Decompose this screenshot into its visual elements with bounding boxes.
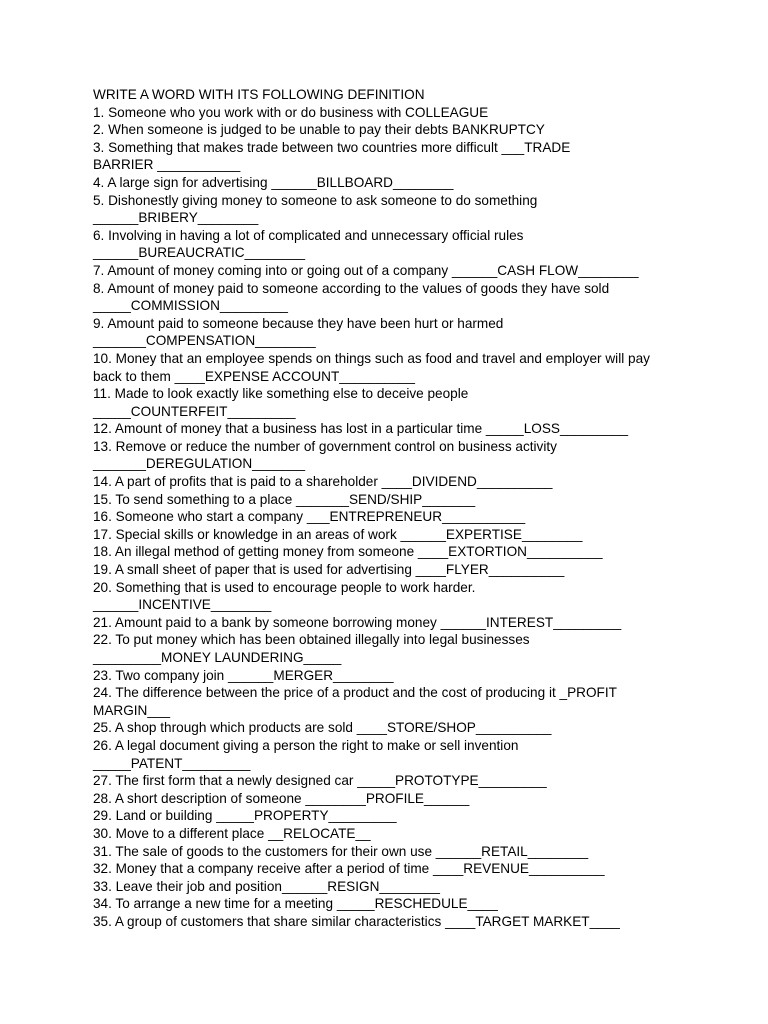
worksheet-line: 14. A part of profits that is paid to a shareholder ____DIVIDEND__________: [93, 474, 553, 490]
worksheet-line: 31. The sale of goods to the customers for their own use ______RETAIL________: [93, 843, 589, 859]
worksheet-heading: WRITE A WORD WITH ITS FOLLOWING DEFINITION: [93, 87, 425, 102]
worksheet-line: _____COUNTERFEIT_________: [93, 403, 296, 419]
worksheet-line: 4. A large sign for advertising ______BILLBOARD________: [93, 174, 454, 190]
worksheet-line: 1. Someone who you work with or do business with COLLEAGUE: [93, 104, 489, 120]
worksheet-line: 22. To put money which has been obtained illegally into legal businesses: [93, 632, 530, 648]
worksheet-line: BARRIER ___________: [93, 157, 241, 173]
worksheet-line: 26. A legal document giving a person the right to make or sell invention: [93, 737, 519, 753]
worksheet-line: _____PATENT_________: [93, 755, 251, 771]
worksheet-line: ______BUREAUCRATIC________: [93, 245, 306, 261]
worksheet-line: 12. Amount of money that a business has lost in a particular time _____LOSS_________: [93, 421, 629, 437]
worksheet-line: 27. The first form that a newly designed car _____PROTOTYPE_________: [93, 773, 547, 789]
worksheet-line: 2. When someone is judged to be unable to pay their debts BANKRUPTCY: [93, 122, 545, 138]
worksheet-line: 32. Money that a company receive after a period of time ____REVENUE__________: [93, 861, 605, 877]
worksheet-line: 35. A group of customers that share similar characteristics ____TARGET MARKET____: [93, 913, 620, 929]
worksheet-line: 30. Move to a different place __RELOCATE__: [93, 825, 371, 841]
worksheet-line: 9. Amount paid to someone because they have been hurt or harmed: [93, 315, 504, 331]
worksheet-line: 23. Two company join ______MERGER________: [93, 667, 394, 683]
worksheet-line: 5. Dishonestly giving money to someone to ask someone to do something: [93, 192, 538, 208]
worksheet-line: 25. A shop through which products are sold ____STORE/SHOP__________: [93, 720, 552, 736]
worksheet-line: 33. Leave their job and position______RESIGN________: [93, 878, 440, 894]
worksheet-line: ______BRIBERY________: [93, 210, 259, 226]
worksheet-line: 6. Involving in having a lot of complicated and unnecessary official rules: [93, 227, 524, 243]
worksheet-line: _______COMPENSATION________: [93, 333, 316, 349]
worksheet-line: 13. Remove or reduce the number of government control on business activity: [93, 438, 557, 454]
worksheet-line: 18. An illegal method of getting money from someone ____EXTORTION__________: [93, 544, 603, 560]
worksheet-line: 10. Money that an employee spends on things such as food and travel and employer will pay: [93, 350, 650, 366]
worksheet-line: back to them ____EXPENSE ACCOUNT__________: [93, 368, 415, 384]
worksheet-line: _____COMMISSION_________: [93, 298, 288, 314]
worksheet-line: 7. Amount of money coming into or going out of a company ______CASH FLOW________: [93, 262, 639, 278]
worksheet-line: 28. A short description of someone ________PROFILE______: [93, 790, 470, 806]
worksheet-line: 17. Special skills or knowledge in an areas of work ______EXPERTISE________: [93, 526, 583, 542]
worksheet-line: 24. The difference between the price of a product and the cost of producing it _PROFIT: [93, 685, 617, 701]
worksheet-line: 29. Land or building _____PROPERTY_________: [93, 808, 397, 824]
worksheet-line: _________MONEY LAUNDERING_____: [93, 650, 342, 665]
worksheet-line: 34. To arrange a new time for a meeting _____RESCHEDULE____: [93, 896, 498, 912]
worksheet-line: _______DEREGULATION_______: [93, 456, 306, 472]
worksheet-line: 11. Made to look exactly like something else to deceive people: [93, 386, 469, 402]
worksheet-line: ______INCENTIVE________: [93, 597, 272, 613]
worksheet-line: 19. A small sheet of paper that is used for advertising ____FLYER__________: [93, 562, 565, 578]
worksheet-line: MARGIN___: [93, 702, 171, 718]
worksheet-page: [93, 86, 693, 931]
worksheet-line: 15. To send something to a place _______SEND/SHIP_______: [93, 491, 476, 507]
worksheet-line: 16. Someone who start a company ___ENTREPRENEUR___________: [93, 509, 526, 525]
worksheet-line: 8. Amount of money paid to someone according to the values of goods they have sold: [93, 280, 610, 296]
worksheet-line: 21. Amount paid to a bank by someone borrowing money ______INTEREST_________: [93, 614, 622, 630]
worksheet-line: 20. Something that is used to encourage people to work harder.: [93, 579, 476, 595]
worksheet-line: 3. Something that makes trade between two countries more difficult ___TRADE: [93, 139, 571, 155]
